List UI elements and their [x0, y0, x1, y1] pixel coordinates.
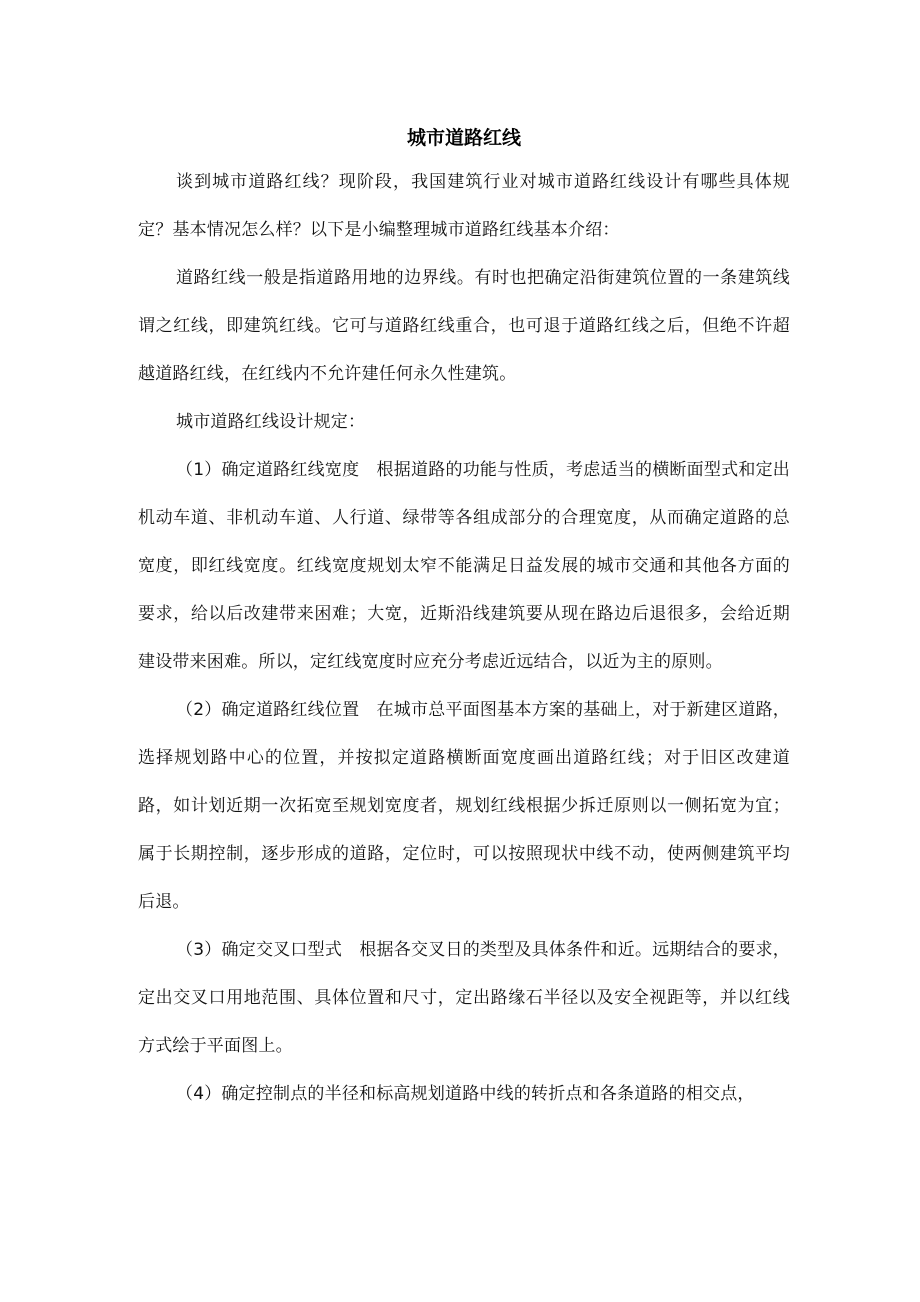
paragraph-rule-2: （2）确定道路红线位置 在城市总平面图基本方案的基础上，对于新建区道路，选择规划路中心的位置，并按拟定道路横断面宽度画出道路红线；对于旧区改建道路，如计划近期一次拓宽至规划宽度者，规划红线根据少拆迁原则以一侧拓宽为宜；属于长期控制，逐步形成的道路，定位时，可以按照现状中线不动，使两侧建筑平均后退。	[138, 700, 790, 912]
paragraph-intro: 谈到城市道路红线？现阶段，我国建筑行业对城市道路红线设计有哪些具体规定？基本情况怎么样？以下是小编整理城市道路红线基本介绍：	[138, 172, 790, 240]
paragraph-rules-heading: 城市道路红线设计规定：	[176, 412, 366, 432]
paragraph-definition: 道路红线一般是指道路用地的边界线。有时也把确定沿街建筑位置的一条建筑线谓之红线，即建筑红线。它可与道路红线重合，也可退于道路红线之后，但绝不许超越道路红线，在红线内不允许建任何永久性建筑。	[138, 268, 790, 384]
document-body	[138, 118, 790, 1118]
paragraph-rule-1: （1）确定道路红线宽度 根据道路的功能与性质，考虑适当的横断面型式和定出机动车道、非机动车道、人行道、绿带等各组成部分的合理宽度，从而确定道路的总宽度，即红线宽度。红线宽度规划太窄不能满足日益发展的城市交通和其他各方面的要求，给以后改建带来困难；大宽，近斯沿线建筑要从现在路边后退很多，会给近期建设带来困难。所以，定红线宽度时应充分考虑近远结合，以近为主的原则。	[138, 460, 790, 672]
paragraph-rule-3: （3）确定交叉口型式 根据各交叉日的类型及具体条件和近。远期结合的要求，定出交叉口用地范围、具体位置和尺寸，定出路缘石半径以及安全视距等，并以红线方式绘于平面图上。	[138, 940, 790, 1056]
document-title: 城市道路红线	[406, 127, 521, 149]
paragraph-rule-4: （4）确定控制点的半径和标高规划道路中线的转折点和各条道路的相交点，	[176, 1084, 755, 1104]
